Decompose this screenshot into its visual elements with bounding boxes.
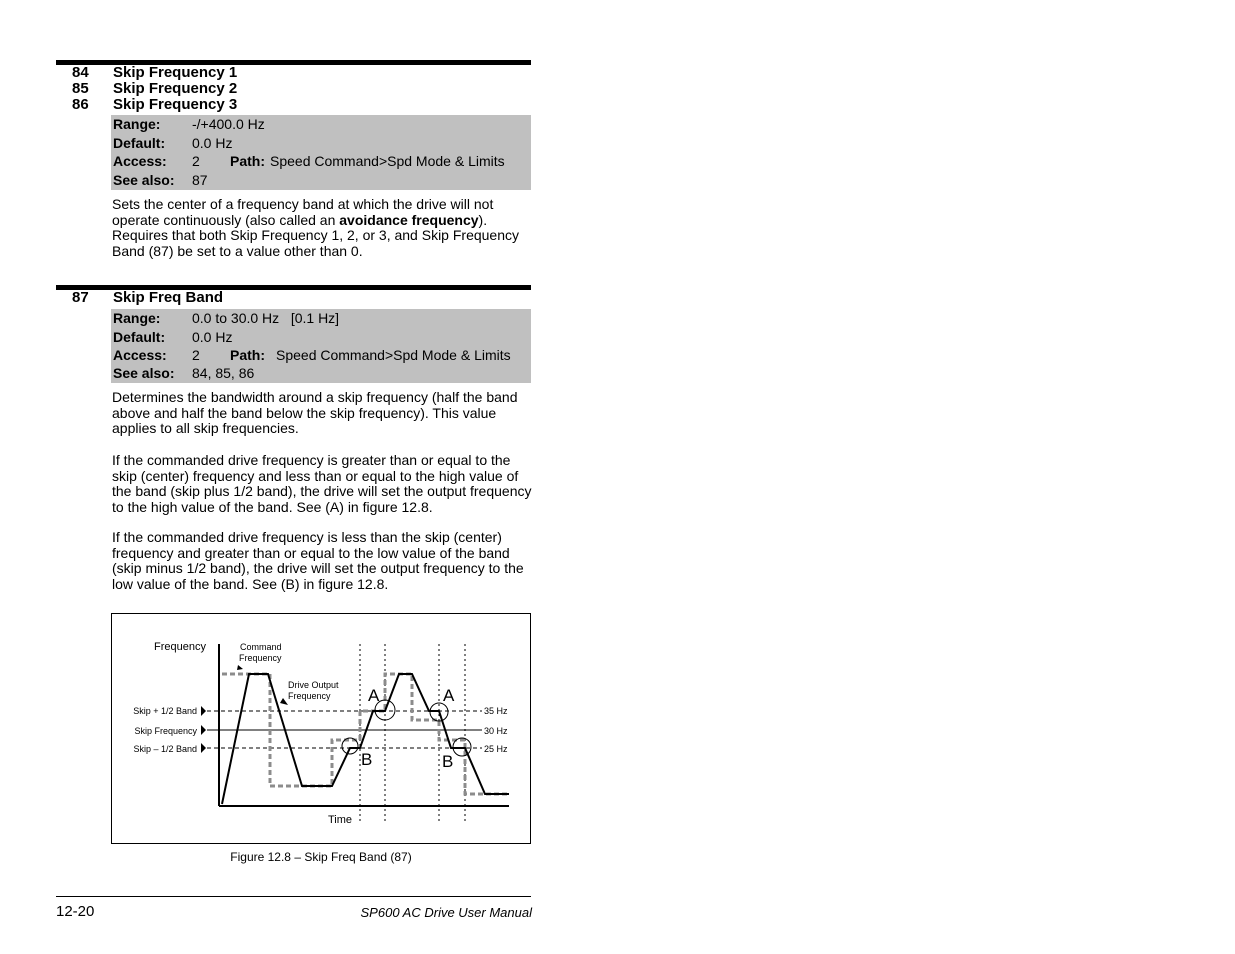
- hz35-label: 35 Hz: [484, 706, 508, 716]
- range-label: Range:: [113, 116, 161, 132]
- path-label: Path:: [230, 153, 265, 169]
- skip-minus-label: Skip – 1/2 Band: [133, 744, 197, 754]
- band-description-1: Determines the bandwidth around a skip frequency (half the band above and half the band below the skip frequency). This value applies to all skip frequencies.: [112, 389, 518, 436]
- default-label: Default:: [113, 135, 166, 151]
- footer-rule: [56, 896, 531, 897]
- seealso-label: See also:: [113, 172, 175, 188]
- param-header-86: [72, 97, 372, 113]
- skip-frequency-description: [112, 197, 532, 259]
- param-number: 84: [72, 64, 89, 81]
- band-description-2: If the commanded drive frequency is greater than or equal to the skip (center) frequency and less than or equal to the high value of the band (skip plus 1/2 band), the drive will set the output frequency to the high value of the band. See (A) in figure 12.8.: [112, 452, 532, 515]
- skip-center-arrow-icon: [201, 725, 206, 735]
- access-label: Access:: [113, 153, 167, 169]
- range-value: 0.0 to 30.0 Hz [0.1 Hz]: [192, 310, 340, 326]
- param-name: Skip Freq Band: [113, 289, 224, 306]
- figure-frame: [111, 613, 531, 844]
- output-label-2: Frequency: [288, 691, 331, 701]
- range-value: -/+400.0 Hz: [192, 116, 265, 132]
- manual-title: SP600 AC Drive User Manual: [360, 905, 532, 920]
- marker-b-1: B: [361, 750, 373, 769]
- skip-center-label: Skip Frequency: [134, 726, 197, 736]
- page-number: 12-20: [56, 903, 95, 920]
- seealso-label: See also:: [113, 365, 175, 381]
- access-label: Access:: [113, 347, 167, 363]
- hz25-label: 25 Hz: [484, 744, 508, 754]
- band-description-3: If the commanded drive frequency is less than the skip (center) frequency and greater than or equal to the low value of the band (skip minus 1/2 band), the drive will set the output frequency to the low value of the band. See (B) in figure 12.8.: [112, 529, 524, 592]
- hz30-label: 30 Hz: [484, 726, 508, 736]
- param-info-box-skip-frequency: [111, 115, 531, 190]
- skip-band-diagram: [112, 614, 530, 843]
- transition-circle-b1: [342, 738, 358, 754]
- output-label-1: Drive Output: [288, 680, 339, 690]
- desc-bold-term: avoidance frequency: [339, 211, 479, 228]
- seealso-value: 87: [192, 172, 208, 188]
- skip-minus-arrow-icon: [201, 743, 206, 753]
- range-label: Range:: [113, 310, 161, 326]
- skip-plus-arrow-icon: [201, 706, 206, 716]
- default-value: 0.0 Hz: [192, 329, 233, 345]
- param-header-85: [72, 81, 372, 97]
- param-name: Skip Frequency 2: [113, 80, 238, 97]
- path-label: Path:: [230, 347, 265, 363]
- param-name: Skip Frequency 1: [113, 64, 238, 81]
- marker-b-2: B: [442, 752, 454, 771]
- param-number: 86: [72, 96, 89, 113]
- default-value: 0.0 Hz: [192, 135, 233, 151]
- param-info-box-skip-freq-band: [111, 309, 531, 383]
- param-name: Skip Frequency 3: [113, 96, 238, 113]
- command-pointer-icon: [237, 665, 243, 670]
- seealso-value: 84, 85, 86: [192, 365, 255, 381]
- output-pointer-icon: [280, 698, 288, 705]
- figure-caption: Figure 12.8 – Skip Freq Band (87): [230, 850, 412, 864]
- marker-a-1: A: [368, 686, 380, 705]
- path-value: Speed Command>Spd Mode & Limits: [276, 347, 511, 363]
- marker-a-2: A: [443, 686, 455, 705]
- command-label-2: Frequency: [239, 653, 282, 663]
- desc-text-1: Sets the center of a frequency band at which the drive will not operate continuously (also called an: [112, 196, 494, 228]
- command-label-1: Command: [240, 642, 282, 652]
- path-value: Speed Command>Spd Mode & Limits: [270, 153, 505, 169]
- skip-plus-label: Skip + 1/2 Band: [133, 706, 197, 716]
- param-number: 87: [72, 289, 89, 306]
- x-axis-label: Time: [327, 814, 353, 826]
- access-value: 2: [192, 153, 200, 169]
- y-axis-label: Frequency: [154, 641, 206, 653]
- param-number: 85: [72, 80, 89, 97]
- param-header-87: [72, 290, 372, 306]
- default-label: Default:: [113, 329, 166, 345]
- desc-text-2: ). Requires that both Skip Frequency 1, 2, or 3, and Skip Frequency Band (87) be set to a value other than 0.: [112, 211, 520, 259]
- access-value: 2: [192, 347, 200, 363]
- param-header-84: [72, 65, 372, 81]
